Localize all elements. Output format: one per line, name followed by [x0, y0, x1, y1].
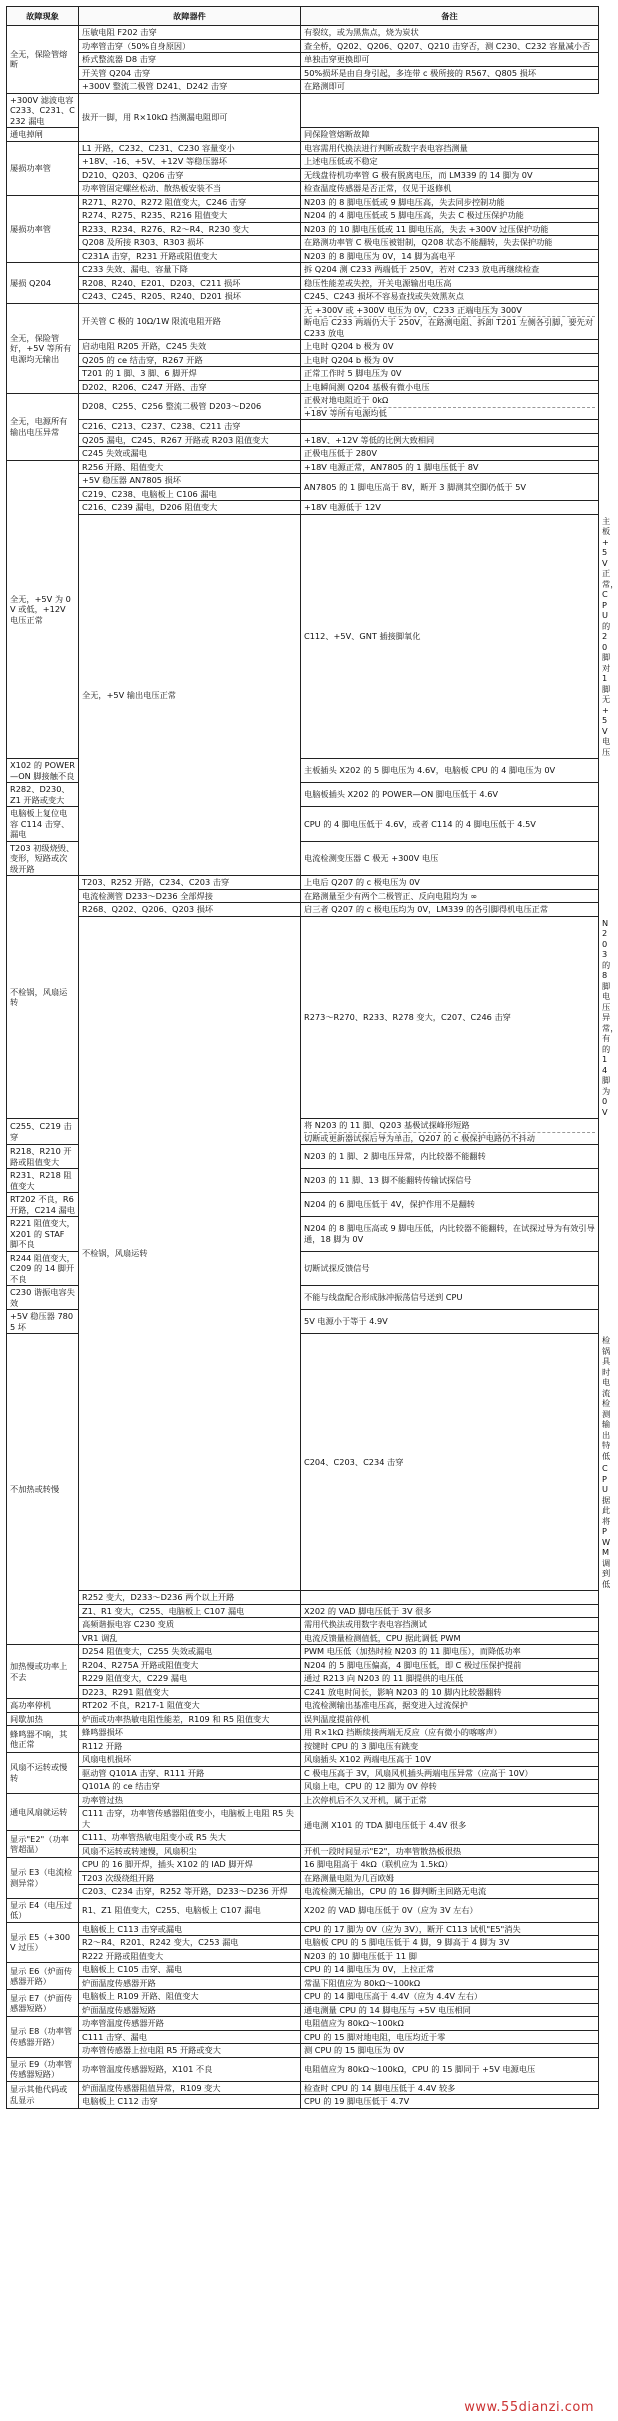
fault-note: +18V 电源低于 12V — [301, 501, 599, 515]
fault-note: 上述电压低或不稳定 — [301, 155, 599, 169]
table-row — [7, 80, 599, 94]
fault-note: 电容需用代换法进行判断或数字表电容挡测量 — [301, 141, 599, 155]
fault-note — [301, 420, 599, 434]
document — [6, 6, 618, 2109]
faulty-component: D254 阻值变大，C255 失效或漏电 — [79, 1645, 301, 1659]
table-row — [7, 2003, 599, 2017]
faulty-component: D208、C255、C256 整流二极管 D203～D206 — [79, 394, 301, 420]
fault-note: 按键时 CPU 的 3 脚电压有跳变 — [301, 1739, 599, 1753]
table-row — [7, 2017, 599, 2031]
faulty-component: 电流检测管 D233～D236 全部焊接 — [79, 889, 301, 903]
table-row — [7, 1685, 599, 1699]
table-row — [7, 2057, 599, 2081]
faulty-component: D202、R206、C247 开路、击穿 — [79, 380, 301, 394]
table-row — [7, 1976, 599, 1990]
fault-phenomenon: 加热慢或功率上不去 — [7, 1645, 79, 1699]
table-row — [7, 353, 599, 367]
fault-note: 拔开一脚，用 R×10kΩ 挡测漏电阻即可 — [79, 93, 301, 141]
fault-note: 通过 R213 向 N203 的 11 脚提供的电压低 — [301, 1672, 599, 1686]
fault-phenomenon: 蜂鸣器不响，其他正常 — [7, 1726, 79, 1753]
fault-note: CPU 的 4 脚电压低于 4.6V，或者 C114 的 4 脚电压低于 4.5V — [301, 807, 599, 842]
faulty-component: RT202 不良，R217-1 阻值变大 — [79, 1699, 301, 1713]
table-row — [7, 53, 599, 67]
fault-note: 查全桥，Q202、Q206、Q207、Q210 击穿否，测 C230、C232 容量减小否 — [301, 39, 599, 53]
fault-phenomenon: 全无，+5V 为 0V 或低，+12V 电压正常 — [7, 460, 79, 759]
faulty-component: Q208 及所接 R303、R303 损坏 — [79, 236, 301, 250]
fault-note: 常温下阻值应为 80kΩ～100kΩ — [301, 1976, 599, 1990]
fault-phenomenon: 显示 E7（炉面传感器短路） — [7, 1990, 79, 2017]
table-row — [7, 182, 599, 196]
table-row — [7, 1793, 599, 1807]
table-row — [7, 290, 599, 304]
fault-note: 16 脚电阻高于 4kΩ（联机应为 1.5kΩ） — [301, 1858, 599, 1872]
table-row — [7, 155, 599, 169]
faulty-component: T201 的 1 脚、3 脚、6 脚开焊 — [79, 367, 301, 381]
table-row — [7, 1658, 599, 1672]
table-header-row — [7, 7, 599, 26]
faulty-component: 炉面温度传感器短路 — [79, 2003, 301, 2017]
fault-note: +18V 电源正常，AN7805 的 1 脚电压低于 8V — [301, 460, 599, 474]
fault-note — [301, 1591, 599, 1605]
fault-note: 在路测功率管 C 极电压被钳制，Q208 状态不能翻转，失去保护功能 — [301, 236, 599, 250]
fault-note: 电脑板 CPU 的 5 脚电压低于 4 脚，9 脚高于 4 脚为 3V — [301, 1936, 599, 1950]
fault-note: 风扇插头 X102 两端电压高于 10V — [301, 1753, 599, 1767]
fault-note: 用 R×1kΩ 挡断续接两端无反应（应有微小的喀喀声） — [301, 1726, 599, 1740]
fault-phenomenon: 全无，电源所有输出电压异常 — [7, 394, 79, 461]
faulty-component: +5V 稳压器 AN7805 损坏 — [79, 474, 301, 488]
fault-phenomenon: 屡损功率管 — [7, 141, 79, 195]
faulty-component: 功率管温度传感器短路，X101 不良 — [79, 2057, 301, 2081]
fault-phenomenon: 通电风扇就运转 — [7, 1793, 79, 1831]
table-row — [7, 1949, 599, 1963]
faulty-component: C216、C213、C237、C238、C211 击穿 — [79, 420, 301, 434]
table-row — [7, 501, 599, 515]
fault-note: 在路测量至少有两个二极管正、反向电阻均为 ∞ — [301, 889, 599, 903]
faulty-component: R2～R4、R201、R242 变大，C253 漏电 — [79, 1936, 301, 1950]
faulty-component: 蜂鸣器损坏 — [79, 1726, 301, 1740]
faulty-component: R244 阻值变大，C209 的 14 脚开不良 — [7, 1251, 79, 1286]
faulty-component: R1、Z1 阻值变大，C255、电脑板上 C107 漏电 — [79, 1898, 301, 1922]
fault-note: 上电时 Q204 b 极为 0V — [301, 340, 599, 354]
fault-note: 测 CPU 的 15 脚电压为 0V — [301, 2044, 599, 2058]
fault-note: N204 的 4 脚电压低或 5 脚电压高，失去 C 极过压保护功能 — [301, 209, 599, 223]
faulty-component: R271、R270、R272 阻值变大，C246 击穿 — [79, 195, 301, 209]
fault-phenomenon: 屡损 Q204 — [7, 263, 79, 304]
table-row — [7, 2044, 599, 2058]
faulty-component: 功率管击穿（50%自身原因） — [79, 39, 301, 53]
fault-note: AN7805 的 1 脚电压高于 8V，断开 3 脚测其空脚仍低于 5V — [301, 474, 599, 501]
faulty-component: R222 开路或阻值变大 — [79, 1949, 301, 1963]
table-row — [7, 209, 599, 223]
fault-note: N203 的 10 脚电压低于 11 脚 — [301, 1949, 599, 1963]
faulty-component: C219、C238、电脑板上 C106 漏电 — [79, 487, 301, 501]
faulty-component: +300V 滤波电容 C233、C231、C232 漏电 — [7, 93, 79, 128]
fault-note: 切断试探反馈信号 — [301, 1251, 599, 1286]
fault-note: C245、C243 损坏不容易查找或失效黑灰点 — [301, 290, 599, 304]
table-row — [7, 1898, 599, 1922]
fault-note: CPU 的 14 脚电压为 0V，上拉正常 — [301, 1963, 599, 1977]
fault-note: 主板插头 X202 的 5 脚电压为 4.6V，电脑板 CPU 的 4 脚电压为 0V — [301, 759, 599, 783]
faulty-component: D210、Q203、Q206 击穿 — [79, 168, 301, 182]
faulty-component: C231A 击穿，R231 开路或阻值变大 — [79, 249, 301, 263]
faulty-component: C243、C245、R205、R240、D201 损坏 — [79, 290, 301, 304]
table-row — [7, 447, 599, 461]
faulty-component: 炉面或功率热敏电阻性能差，R109 和 R5 阻值变大 — [79, 1712, 301, 1726]
faulty-component: 炉面温度传感器开路 — [79, 1976, 301, 1990]
fault-phenomenon: 风扇不运转或慢转 — [7, 1753, 79, 1794]
table-row — [7, 249, 599, 263]
faulty-component: C216、C239 漏电，D206 阻值变大 — [79, 501, 301, 515]
fault-phenomenon: 显示其他代码或乱显示 — [7, 2081, 79, 2108]
table-row — [7, 380, 599, 394]
table-row — [7, 236, 599, 250]
fault-note: X202 的 VAD 脚电压低于 0V（应为 3V 左右） — [301, 1898, 599, 1922]
fault-phenomenon: 通电掉闸 — [7, 128, 79, 142]
fault-note: +18V、+12V 等低的比例大致相同 — [301, 433, 599, 447]
faulty-component: 风扇电机损坏 — [79, 1753, 301, 1767]
table-row — [7, 1922, 599, 1936]
faulty-component: T203 初级烧毁、变形，短路或次级开路 — [7, 841, 79, 876]
fault-phenomenon: 显示 E5（+300V 过压） — [7, 1922, 79, 1963]
fault-note: 误判温度提前停机 — [301, 1712, 599, 1726]
faulty-component: R273～R270、R233、R278 变大，C207、C246 击穿 — [301, 916, 599, 1119]
fault-note: 不能与线盘配合形成脉冲振荡信号送到 CPU — [301, 1286, 599, 1310]
fault-table — [6, 6, 618, 2109]
table-row — [7, 876, 599, 890]
table-row — [7, 1739, 599, 1753]
fault-note: 无线盘待机功率管 G 极有脱离电压，而 LM339 的 14 脚为 0V — [301, 168, 599, 182]
faulty-component: 电脑板上复位电容 C114 击穿、漏电 — [7, 807, 79, 842]
table-row — [7, 1990, 599, 2004]
fault-note: 电流反馈量检测值低，CPU 据此调低 PWM — [301, 1631, 599, 1645]
fault-phenomenon: 显示 E4（电压过低） — [7, 1898, 79, 1922]
table-row — [7, 141, 599, 155]
fault-note: C 极电压高于 3V，风扇风机插头两端电压异常（应高于 10V） — [301, 1766, 599, 1780]
fault-note: 电脑板插头 X202 的 POWER—ON 脚电压低于 4.6V — [301, 783, 599, 807]
table-row — [7, 1604, 599, 1618]
fault-note: 正常工作时 5 脚电压为 0V — [301, 367, 599, 381]
fault-note: 5V 电源小于等于 4.9V — [301, 1310, 599, 1334]
fault-note: N203 的 1 脚、2 脚电压异常，内比较器不能翻转 — [301, 1145, 599, 1169]
table-row — [7, 1618, 599, 1632]
fault-side-note: +18V 等所有电源均低 — [304, 407, 595, 419]
table-row — [7, 2095, 599, 2109]
table-row — [7, 66, 599, 80]
faulty-component: 启动电阻 R205 开路，C245 失效 — [79, 340, 301, 354]
faulty-component: R233、R234、R276、R2～R4、R230 变大 — [79, 222, 301, 236]
faulty-component: Q205 的 ce 结击穿，R267 开路 — [79, 353, 301, 367]
table-row — [7, 39, 599, 53]
fault-note: 上次停机后不久又开机，属于正常 — [301, 1793, 599, 1807]
fault-note: 上电后 Q207 的 c 极电压为 0V — [301, 876, 599, 890]
faulty-component: C203、C234 击穿，R252 等开路，D233～D236 开焊 — [79, 1885, 301, 1899]
table-row — [7, 1858, 599, 1872]
fault-phenomenon: 全无，保险管好，+5V 等所有电源均无输出 — [7, 303, 79, 394]
fault-note: CPU 的 14 脚电压高于 4.4V（应为 4.4V 左右） — [301, 1990, 599, 2004]
fault-note: N203 的 11 脚、13 脚不能翻转传输试探信号 — [301, 1169, 599, 1193]
fault-note: 电阻值应为 80kΩ～100kΩ — [301, 2017, 599, 2031]
faulty-component: +18V、-16、+5V、+12V 等稳压器坏 — [79, 155, 301, 169]
faulty-component: C230 谐振电容失效 — [7, 1286, 79, 1310]
table-row: 不加热或转慢 C204、C203、C234 击穿 检锅具时电流检测输出特低 CPU 据此将 PWM 调到低 — [7, 1334, 599, 1591]
table-row — [7, 2081, 599, 2095]
table-row: 不检锅，风扇运转 R273～R270、R233、R278 变大，C207、C246 击穿 N203 的 8 脚电压异常，有的 14 脚为 0V — [7, 916, 599, 1119]
fault-note: 有裂纹，或为黑焦点，烧为炭状 — [301, 26, 599, 40]
faulty-component: R274、R275、R235、R216 阻值变大 — [79, 209, 301, 223]
faulty-component: 桥式整流器 D8 击穿 — [79, 53, 301, 67]
fault-note: CPU 的 17 脚为 0V（应为 3V），断开 C113 试机"E5"消失 — [301, 1922, 599, 1936]
fault-note: 50%损坏是由自身引起，多连带 c 极所接的 R567、Q805 损坏 — [301, 66, 599, 80]
fault-note: C241 放电时间长，影响 N203 的 10 脚内比较器翻转 — [301, 1685, 599, 1699]
faulty-component: C111、功率管热敏电阻变小或 R5 失大 — [79, 1831, 301, 1845]
fault-note: 单独击穿更换即可 — [301, 53, 599, 67]
faulty-component: R204、R275A 开路或阻值变大 — [79, 1658, 301, 1672]
faulty-component: R218、R210 开路或阻值变大 — [7, 1145, 79, 1169]
fault-note: N203 的 10 脚电压低或 11 脚电压高，失去 +300V 过压保护功能 — [301, 222, 599, 236]
fault-note: 拆 Q204 测 C233 两端低于 250V，若对 C233 放电再继续检查 — [301, 263, 599, 277]
faulty-component: R252 变大，D233～D236 两个以上开路 — [79, 1591, 301, 1605]
fault-note: 通电测 X101 的 TDA 脚电压低于 4.4V 很多 — [301, 1807, 599, 1845]
table-row — [7, 1753, 599, 1767]
faulty-component: 开关管 C 极的 10Ω/1W 限流电阻开路 — [79, 303, 301, 340]
faulty-component: +5V 稳压器 7805 坏 — [7, 1310, 79, 1334]
fault-note: 需用代换法或用数字表电容挡测试 — [301, 1618, 599, 1632]
fault-phenomenon: 显示 E9（功率管传感器短路） — [7, 2057, 79, 2081]
table-row — [7, 889, 599, 903]
faulty-component: D223、R291 阻值变大 — [79, 1685, 301, 1699]
table-row — [7, 1726, 599, 1740]
faulty-component: C233 失效、漏电、容量下降 — [79, 263, 301, 277]
fault-note: N204 的 8 脚电压高或 9 脚电压低，内比较器不能翻转，在试探过导为有效引导通，18 脚为 0V — [301, 1217, 599, 1252]
faulty-component: VR1 调乱 — [79, 1631, 301, 1645]
faulty-component: 电脑板上 R109 开路、阻值变大 — [79, 1990, 301, 2004]
faulty-component: R256 开路、阻值变大 — [79, 460, 301, 474]
table-row — [7, 1672, 599, 1686]
table-row — [7, 367, 599, 381]
table-row — [7, 276, 599, 290]
fault-note: 风扇上电，CPU 的 12 脚为 0V 停转 — [301, 1780, 599, 1794]
fault-note: PWM 电压低（加热时检 N203 的 11 脚电压），而降低功率 — [301, 1645, 599, 1659]
faulty-component: T203 次级绕组开路 — [79, 1871, 301, 1885]
faulty-component: R112 开路 — [79, 1739, 301, 1753]
fault-note: 启三者 Q207 的 c 极电压均为 0V，LM339 的各引脚得机电压正常 — [301, 903, 599, 917]
fault-table-body — [7, 26, 618, 2109]
table-row — [7, 93, 599, 128]
fault-note: 电流检测变压器 C 极无 +300V 电压 — [301, 841, 599, 876]
faulty-component: Q101A 的 ce 结击穿 — [79, 1780, 301, 1794]
faulty-component: T203、R252 开路，C234、C203 击穿 — [79, 876, 301, 890]
faulty-component: 电脑板上 C112 击穿 — [79, 2095, 301, 2109]
faulty-component: 高频谐振电容 C230 变质 — [79, 1618, 301, 1632]
fault-note: 开机一段时间显示"E2"，功率管散热板很热 — [301, 1844, 599, 1858]
fault-phenomenon: 间歇加热 — [7, 1712, 79, 1726]
faulty-component: C255、C219 击穿 — [7, 1119, 79, 1145]
fault-note: 检查温度传感器是否正常，仅见于返修机 — [301, 182, 599, 196]
faulty-component: 功率管过热 — [79, 1793, 301, 1807]
table-row — [7, 1936, 599, 1950]
fault-note: CPU 的 15 脚对地电阻，电压均近于零 — [301, 2030, 599, 2044]
faulty-component: C112、+5V、GNT 插接脚氧化 — [301, 514, 599, 759]
fault-note: 稳压性能差或失控，开关电源输出电压高 — [301, 276, 599, 290]
fault-phenomenon: 显示"E2"（功率管超温） — [7, 1831, 79, 1858]
faulty-component: C204、C203、C234 击穿 — [301, 1334, 599, 1591]
fault-phenomenon: 不加热或转慢 — [7, 1334, 79, 1645]
table-row — [7, 1712, 599, 1726]
fault-note: N204 的 6 脚电压低于 4V，保护作用不是翻转 — [301, 1193, 599, 1217]
faulty-component: RT202 不良，R6 开路，C214 漏电 — [7, 1193, 79, 1217]
fault-note: 电流检测无输出，CPU 的 16 脚判断主回路无电流 — [301, 1885, 599, 1899]
table-row — [7, 1844, 599, 1858]
faulty-component: C245 失效或漏电 — [79, 447, 301, 461]
faulty-component: 压敏电阻 F202 击穿 — [79, 26, 301, 40]
faulty-component: 炉面温度传感器阻值异常，R109 变大 — [79, 2081, 301, 2095]
fault-note: 无 +300V 或 +300V 电压为 0V，C233 正端电压为 300V 断电后 C233 两端仍大于 250V，在路测电阻、拆卸 T201 左侧各引脚，要先对 C233 放电 — [301, 303, 599, 340]
table-row — [7, 1766, 599, 1780]
faulty-component: R231、R218 阻值变大 — [7, 1169, 79, 1193]
faulty-component: 开关管 Q204 击穿 — [79, 66, 301, 80]
table-row — [7, 1963, 599, 1977]
faulty-component: 电脑板上 C113 击穿或漏电 — [79, 1922, 301, 1936]
table-row — [7, 903, 599, 917]
table-row — [7, 1591, 599, 1605]
fault-phenomenon: 显示 E6（炉面传感器开路） — [7, 1963, 79, 1990]
table-row — [7, 303, 599, 340]
table-row — [7, 340, 599, 354]
fault-phenomenon: 高功率停机 — [7, 1699, 79, 1713]
fault-note: 上电时 Q204 b 极为 0V — [301, 353, 599, 367]
fault-phenomenon: 显示 E8（功率管传感器开路） — [7, 2017, 79, 2058]
fault-phenomenon: 全无，保险管熔断 — [7, 26, 79, 94]
fault-note: 上电瞬间测 Q204 基极有微小电压 — [301, 380, 599, 394]
faulty-component: R229 阻值变大，C229 漏电 — [79, 1672, 301, 1686]
fault-phenomenon: 屡损功率管 — [7, 195, 79, 263]
faulty-component: 功率管传感器上拉电阻 R5 开路或变大 — [79, 2044, 301, 2058]
faulty-component: R221 阻值变大，X201 的 STAF 脚不良 — [7, 1217, 79, 1252]
table-row — [7, 1631, 599, 1645]
fault-phenomenon: 不检锅，风扇运转 — [7, 876, 79, 1119]
fault-note: 将 N203 的 11 脚、Q203 基极试探峰形短路 切断或更新器试探后导为单击，Q207 的 c 极保护电路仍不抖动 — [301, 1119, 599, 1145]
header-note: 备注 — [301, 7, 599, 26]
faulty-component: 风扇不运转或转速慢，风扇积尘 — [79, 1844, 301, 1858]
table-row — [7, 1699, 599, 1713]
fault-note: 检查时 CPU 的 14 脚电压低于 4.4V 较多 — [301, 2081, 599, 2095]
fault-side-note: 切断或更新器试探后导为单击，Q207 的 c 极保护电路仍不抖动 — [304, 1132, 595, 1144]
faulty-component: C111 击穿、漏电 — [79, 2030, 301, 2044]
fault-phenomenon: 全无，+5V 输出电压正常 — [79, 514, 301, 876]
table-row — [7, 195, 599, 209]
fault-phenomenon: 显示 E3（电流检测异常） — [7, 1858, 79, 1899]
fault-note: N203 的 8 脚电压为 0V，14 脚为高电平 — [301, 249, 599, 263]
header-component: 故障器件 — [79, 7, 301, 26]
faulty-component: L1 开路，C232、C231、C230 容量变小 — [79, 141, 301, 155]
fault-note: 电流检测输出基准电压高，据变进入过流保护 — [301, 1699, 599, 1713]
table-row — [7, 420, 599, 434]
fault-note: 在路测即可 — [301, 80, 599, 94]
table-row — [7, 1780, 599, 1794]
table-row — [7, 263, 599, 277]
table-row — [7, 1885, 599, 1899]
site-watermark: www.55dianzi.com — [464, 2400, 594, 2415]
faulty-component: CPU 的 16 脚开焊，插头 X102 的 IAD 脚开焊 — [79, 1858, 301, 1872]
faulty-component: Q205 漏电，C245、R267 开路或 R203 阻值变大 — [79, 433, 301, 447]
faulty-component: C111 击穿，功率管传感器阻值变小，电脑板上电阻 R5 失大 — [79, 1807, 301, 1831]
table-row — [7, 168, 599, 182]
faulty-component: +300V 整流二极管 D241、D242 击穿 — [79, 80, 301, 94]
faulty-component: X102 的 POWER—ON 脚接触不良 — [7, 759, 79, 783]
faulty-component: R208、R240、E201、D203、C211 损坏 — [79, 276, 301, 290]
fault-note: 电阻值应为 80kΩ～100kΩ，CPU 的 15 脚同于 +5V 电源电压 — [301, 2057, 599, 2081]
table-row — [7, 26, 599, 40]
faulty-component: Z1、R1 变大，C255、电脑板上 C107 漏电 — [79, 1604, 301, 1618]
table-row — [7, 474, 599, 488]
fault-note: CPU 的 19 脚电压低于 4.7V — [301, 2095, 599, 2109]
fault-note: 正极电压低于 280V — [301, 447, 599, 461]
fault-note: 在路测量电阻为几百欧姆 — [301, 1871, 599, 1885]
faulty-component: 功率管固定螺丝松动、散热板安装不当 — [79, 182, 301, 196]
table-row — [7, 460, 599, 474]
fault-note: N203 的 8 脚电压低或 9 脚电压高，失去同步控制功能 — [301, 195, 599, 209]
faulty-component: 驱动管 Q101A 击穿、R111 开路 — [79, 1766, 301, 1780]
fault-note: 正极对地电阻近于 0kΩ +18V 等所有电源均低 — [301, 394, 599, 420]
table-row — [7, 222, 599, 236]
table-row — [7, 1807, 599, 1831]
fault-side-note: 断电后 C233 两端仍大于 250V，在路测电阻、拆卸 T201 左侧各引脚，要先对 C233 放电 — [304, 317, 594, 338]
faulty-component: R268、Q202、Q206、Q203 损坏 — [79, 903, 301, 917]
table-row — [7, 394, 599, 420]
table-row — [7, 1645, 599, 1659]
faulty-component: 电脑板上 C105 击穿、漏电 — [79, 1963, 301, 1977]
fault-note: 通电测量 CPU 的 14 脚电压与 +5V 电压相同 — [301, 2003, 599, 2017]
fault-note: X202 的 VAD 脚电压低于 3V 很多 — [301, 1604, 599, 1618]
table-row — [7, 1871, 599, 1885]
table-row — [7, 2030, 599, 2044]
table-row: 全无，+5V 输出电压正常 C112、+5V、GNT 插接脚氧化 主板 +5V 正常，CPU 的 20 脚对 1 脚无 +5V 电压 — [7, 514, 599, 759]
fault-note: N204 的 5 脚电压偏高，4 脚电压低，即 C 极过压保护提前 — [301, 1658, 599, 1672]
table-row — [7, 433, 599, 447]
faulty-component: R282、D230、Z1 开路或变大 — [7, 783, 79, 807]
faulty-component: 同保险管熔断故障 — [301, 128, 599, 142]
fault-phenomenon: 不检锅，风扇运转 — [79, 916, 301, 1591]
faulty-component: 功率管温度传感器开路 — [79, 2017, 301, 2031]
header-phenomenon: 故障现象 — [7, 7, 79, 26]
